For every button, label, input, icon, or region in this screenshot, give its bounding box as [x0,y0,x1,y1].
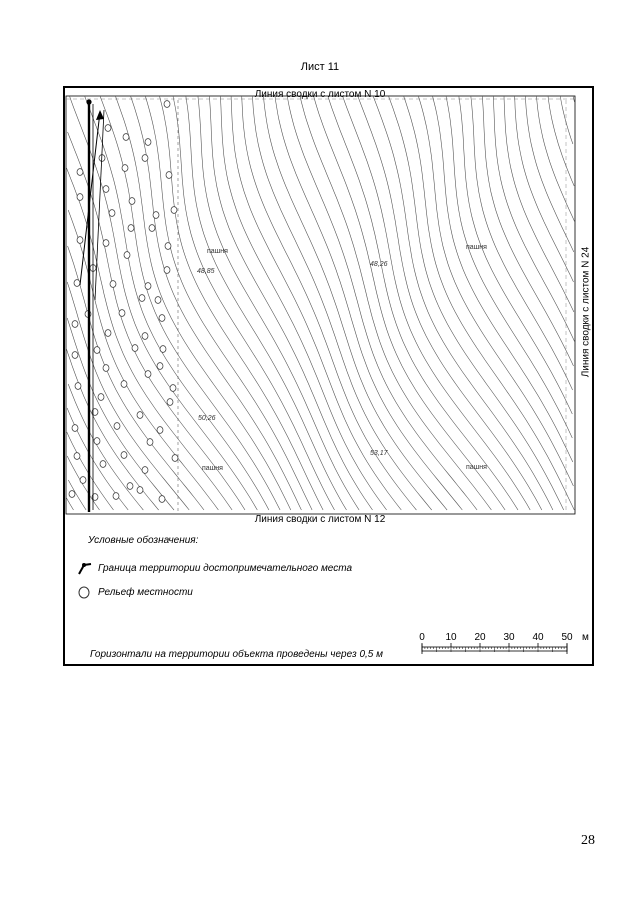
relief-circle [145,371,151,378]
scale-tick-label: 0 [419,632,425,643]
legend-item-relief [76,585,193,599]
relief-circle [77,169,83,176]
relief-circle [157,427,163,434]
relief-circle [114,423,120,430]
relief-circle [164,101,170,108]
contour-line [66,348,159,510]
contour-line [446,96,572,438]
relief-circle [110,281,116,288]
relief-circle [172,455,178,462]
relief-circle [121,381,127,388]
contour-interval-note: Горизонтали на территории объекта проведены через 0,5 м [90,649,384,660]
relief-circle [145,283,151,290]
contour-line [67,168,233,510]
relief-circle [72,352,78,359]
relief-circle [113,493,119,500]
relief-circle [109,210,115,217]
relief-circle [105,125,111,132]
contour-line [536,96,574,222]
contour-line [85,96,269,510]
contour-line [70,96,258,510]
elevation-mark: 50,26 [198,415,216,422]
contour-line [100,96,280,510]
relief-circle [170,385,176,392]
legend-item-boundary [76,561,352,575]
relief-circle [103,186,109,193]
contour-line [67,498,74,510]
relief-circle [72,425,78,432]
contour-line [525,96,574,252]
elevation-mark: 48,85 [197,268,215,275]
relief-circle [123,134,129,141]
relief-symbols [69,101,178,503]
contour-line [160,96,324,510]
scale-tick-label: 10 [445,632,457,643]
relief-circle [147,439,153,446]
contour-line [220,96,386,510]
contour-line [68,210,218,510]
relief-circle [121,452,127,459]
relief-circle [157,363,163,370]
relief-circle [129,198,135,205]
boundary-marker-icon [76,561,92,575]
contour-line [231,96,401,510]
contour-line [68,384,143,510]
field-label: пашня [466,464,487,471]
contour-line [328,96,518,510]
relief-circle [74,280,80,287]
relief-circle [103,365,109,372]
elevation-mark: 48,26 [370,261,388,268]
relief-circle [105,330,111,337]
relief-circle [103,240,109,247]
relief-circle [137,487,143,494]
relief-circle [122,165,128,172]
contour-line [504,96,574,312]
legend-label: Рельеф местности [98,586,193,598]
field-label: пашня [202,465,223,472]
relief-circle [153,212,159,219]
page-number: 28 [581,833,595,848]
relief-circle [94,347,100,354]
relief-circle [119,310,125,317]
relief-circle [124,252,130,259]
relief-circle-icon [76,585,92,599]
contour-line [145,96,312,510]
relief-circle [160,346,166,353]
contour-line [389,96,564,510]
relief-circle [145,139,151,146]
scale-unit: м [582,632,589,643]
relief-circle [159,496,165,503]
contour-line [482,96,573,366]
contour-line [314,96,506,510]
relief-circle [77,194,83,201]
relief-circle [166,172,172,179]
field-label: пашня [207,248,228,255]
relief-circle [159,315,165,322]
contour-line [186,96,347,510]
relief-circle [165,243,171,250]
relief-circle [100,461,106,468]
contour-line [253,96,432,510]
contour-line [548,96,574,186]
relief-circle [142,467,148,474]
scale-tick-label: 50 [561,632,573,643]
relief-circle [149,225,155,232]
relief-circle [155,297,161,304]
relief-circle [80,477,86,484]
relief-circle [127,483,133,490]
elevation-mark: 53,17 [370,450,388,457]
relief-circle [77,237,83,244]
legend-label: Граница территории достопримечательного места [98,562,353,574]
contour-line [68,132,245,510]
join-line-bottom: Линия сводки с листом N 12 [254,514,386,525]
relief-circle [98,394,104,401]
sheet-title: Лист 11 [300,61,340,73]
relief-circle [132,345,138,352]
contour-line [515,96,574,282]
relief-circle [72,321,78,328]
scale-tick-label: 30 [503,632,515,643]
contour-line [373,96,553,510]
contour-line [300,96,491,510]
relief-circle [69,491,75,498]
join-line-right: Линия сводки с листом N 24 [580,246,592,378]
contour-line [209,96,372,510]
contour-line [418,96,573,486]
relief-circle [137,412,143,419]
relief-circle [164,267,170,274]
contour-line [242,96,417,510]
legend-title: Условные обозначения: [88,535,199,546]
relief-circle [142,155,148,162]
relief-circle [94,438,100,445]
scale-tick-label: 20 [474,632,486,643]
relief-circle [128,225,134,232]
contour-line [343,96,531,510]
relief-circle [74,453,80,460]
relief-circle [171,207,177,214]
relief-circle [142,333,148,340]
scale-bar [412,630,592,660]
contour-line [560,96,573,144]
join-line-top: Линия сводки с листом N 10 [254,89,386,100]
relief-circle [167,399,173,406]
contour-line [459,96,573,414]
relief-circle [75,383,81,390]
contour-line [287,96,477,510]
contour-line [358,96,542,510]
scale-tick-label: 40 [532,632,544,643]
field-label: пашня [466,244,487,251]
relief-circle [139,295,145,302]
